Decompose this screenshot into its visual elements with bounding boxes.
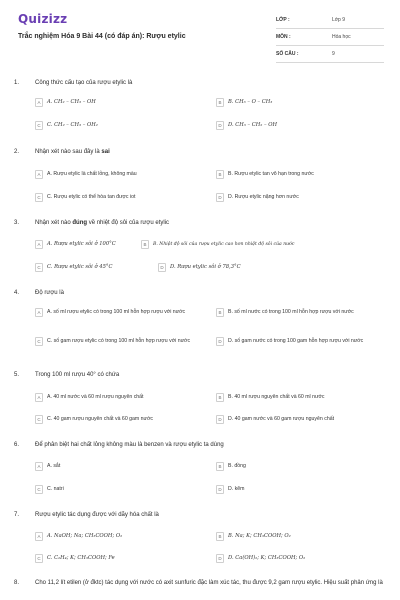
meta-row-subject	[276, 29, 384, 46]
option-b[interactable]	[141, 240, 294, 249]
question-text: Để phân biệt hai chất lỏng không màu là benzen và rượu etylic ta dùng	[35, 442, 224, 448]
option-text: B. Rượu etylic tan vô hạn trong nước	[228, 171, 314, 177]
option-text: A. NaOH; Na; CH₃COOH; O₂	[47, 533, 123, 539]
option-letter: A	[35, 98, 43, 107]
option-b[interactable]	[216, 98, 272, 107]
option-text: C. natri	[47, 486, 64, 492]
option-d[interactable]	[216, 121, 277, 130]
option-letter: C	[35, 337, 43, 346]
option-letter: B	[216, 532, 224, 541]
option-text: C. Rượu etylic sôi ở 45°C	[47, 264, 113, 270]
option-text: A. CH₂ – CH₃ – OH	[47, 99, 96, 105]
option-text: A. Rượu etylic sôi ở 100°C	[47, 241, 116, 247]
option-d[interactable]	[158, 263, 241, 272]
option-letter: D	[158, 263, 166, 272]
meta-value: 9	[332, 51, 335, 57]
option-d[interactable]	[216, 337, 381, 346]
option-text: B. 40 ml rượu nguyên chất và 60 ml nước	[228, 394, 325, 400]
question-text: Nhận xét nào sau đây là sai	[35, 149, 110, 155]
question-text: Nhận xét nào đúng về nhiệt độ sôi của rượu etylic	[35, 220, 170, 226]
option-c[interactable]	[35, 554, 115, 563]
meta-label: MÔN :	[276, 34, 291, 40]
option-letter: C	[35, 485, 43, 494]
question-8	[14, 579, 384, 588]
meta-label: SỐ CÂU :	[276, 51, 299, 57]
option-letter: B	[216, 170, 224, 179]
option-letter: D	[216, 337, 224, 346]
option-letter: A	[35, 170, 43, 179]
option-b[interactable]	[216, 532, 291, 541]
option-text: C. 40 gam rượu nguyên chất và 60 gam nước	[47, 416, 154, 422]
question-text: Rượu etylic tác dụng được với dãy hóa chất là	[35, 512, 159, 518]
option-letter: D	[216, 415, 224, 424]
option-text: B. đồng	[228, 463, 246, 469]
option-c[interactable]	[35, 193, 135, 202]
question-4	[14, 289, 384, 298]
option-text: D. Rượu etylic sôi ở 78,3°C	[170, 264, 241, 270]
option-text: A. sắt	[47, 463, 61, 469]
option-text: D. kẽm	[228, 486, 245, 492]
option-letter: D	[216, 485, 224, 494]
option-text: C. Rượu etylic có thể hòa tan được iot	[47, 194, 136, 200]
option-d[interactable]	[216, 554, 305, 563]
option-letter: B	[216, 462, 224, 471]
option-b[interactable]	[216, 308, 381, 317]
option-text: D. CH₃ – CH₂ – OH	[228, 122, 277, 128]
question-1	[14, 79, 384, 88]
option-letter: C	[35, 121, 43, 130]
option-letter: A	[35, 308, 43, 317]
meta-row-grade	[276, 12, 384, 29]
question-number: 2.	[14, 149, 20, 155]
meta-value: Lớp 9	[332, 17, 346, 23]
option-a[interactable]	[35, 170, 137, 179]
question-number: 8.	[14, 580, 20, 586]
option-text: B. số ml nước có trong 100 ml hỗn hợp rượu với nước	[228, 309, 354, 315]
meta-panel	[276, 12, 384, 63]
option-letter: A	[35, 393, 43, 402]
option-text: B. Na; K; CH₃COOH; O₂	[228, 533, 291, 539]
option-letter: A	[35, 240, 43, 249]
option-c[interactable]	[35, 415, 153, 424]
option-a[interactable]	[35, 532, 122, 541]
question-text: Trong 100 ml rượu 40° có chứa	[35, 372, 120, 378]
option-letter: A	[35, 462, 43, 471]
option-a[interactable]	[35, 240, 116, 249]
option-d[interactable]	[216, 193, 299, 202]
question-number: 4.	[14, 290, 20, 296]
option-a[interactable]	[35, 393, 144, 402]
option-b[interactable]	[216, 393, 325, 402]
option-letter: C	[35, 263, 43, 272]
option-text: D. 40 gam nước và 60 gam rượu nguyên chất	[228, 416, 335, 422]
option-text: A. Rượu etylic là chất lỏng, không màu	[47, 171, 137, 177]
option-text: D. số gam nước có trong 100 gam hỗn hợp rượu với nước	[228, 338, 364, 344]
option-letter: C	[35, 554, 43, 563]
question-text: Cho 11,2 lít etilen (ở đktc) tác dụng với nước có axit sunfuric đặc làm xúc tác, thu được 9,2 gam rượu etylic. Hiệu suất phản ứng là	[35, 580, 383, 586]
option-letter: B	[141, 240, 149, 249]
option-text: C. số gam rượu etylic có trong 100 ml hỗn hợp rượu với nước	[47, 338, 191, 344]
option-text: D. Rượu etylic nặng hơn nước	[228, 194, 299, 200]
option-letter: D	[216, 193, 224, 202]
question-number: 1.	[14, 80, 20, 86]
option-c[interactable]	[35, 121, 98, 130]
option-a[interactable]	[35, 308, 200, 317]
option-d[interactable]	[216, 415, 334, 424]
option-text: B. Nhiệt độ sôi của rượu etylic cao hơn nhiệt độ sôi của nước	[153, 242, 295, 247]
question-2	[14, 148, 384, 157]
question-text: Độ rượu là	[35, 290, 64, 296]
option-text: C. C₂H₄; K; CH₃COOH; Fe	[47, 555, 115, 561]
option-letter: A	[35, 532, 43, 541]
question-6	[14, 441, 384, 450]
option-a[interactable]	[35, 462, 60, 471]
option-letter: B	[216, 308, 224, 317]
option-letter: B	[216, 393, 224, 402]
question-number: 5.	[14, 372, 20, 378]
option-b[interactable]	[216, 170, 314, 179]
question-7	[14, 511, 384, 520]
option-b[interactable]	[216, 462, 246, 471]
option-text: B. CH₃ – O – CH₃	[228, 99, 273, 105]
page-title: Trắc nghiệm Hóa 9 Bài 44 (có đáp án): Rượu etylic	[18, 33, 186, 40]
option-text: A. số ml rượu etylic có trong 100 ml hỗn hợp rượu với nước	[47, 309, 186, 315]
meta-label: LỚP :	[276, 17, 290, 23]
option-c[interactable]	[35, 485, 64, 494]
question-number: 3.	[14, 220, 20, 226]
option-a[interactable]	[35, 98, 96, 107]
option-letter: C	[35, 415, 43, 424]
option-c[interactable]	[35, 263, 112, 272]
meta-row-count	[276, 46, 384, 63]
option-letter: B	[216, 98, 224, 107]
quizizz-logo: Quizizz	[18, 12, 68, 26]
question-5	[14, 371, 384, 380]
meta-value: Hóa học	[332, 34, 351, 40]
option-text: C. CH₂ – CH₃ – OH₂	[47, 122, 98, 128]
question-number: 7.	[14, 512, 20, 518]
question-number: 6.	[14, 442, 20, 448]
option-c[interactable]	[35, 337, 200, 346]
option-d[interactable]	[216, 485, 244, 494]
option-letter: D	[216, 554, 224, 563]
question-text: Công thức cấu tạo của rượu etylic là	[35, 80, 133, 86]
option-text: A. 40 ml nước và 60 ml rượu nguyên chất	[47, 394, 144, 400]
question-3	[14, 219, 384, 228]
option-text: D. Ca(OH)₂; K; CH₃COOH; O₂	[228, 555, 306, 561]
option-letter: C	[35, 193, 43, 202]
option-letter: D	[216, 121, 224, 130]
